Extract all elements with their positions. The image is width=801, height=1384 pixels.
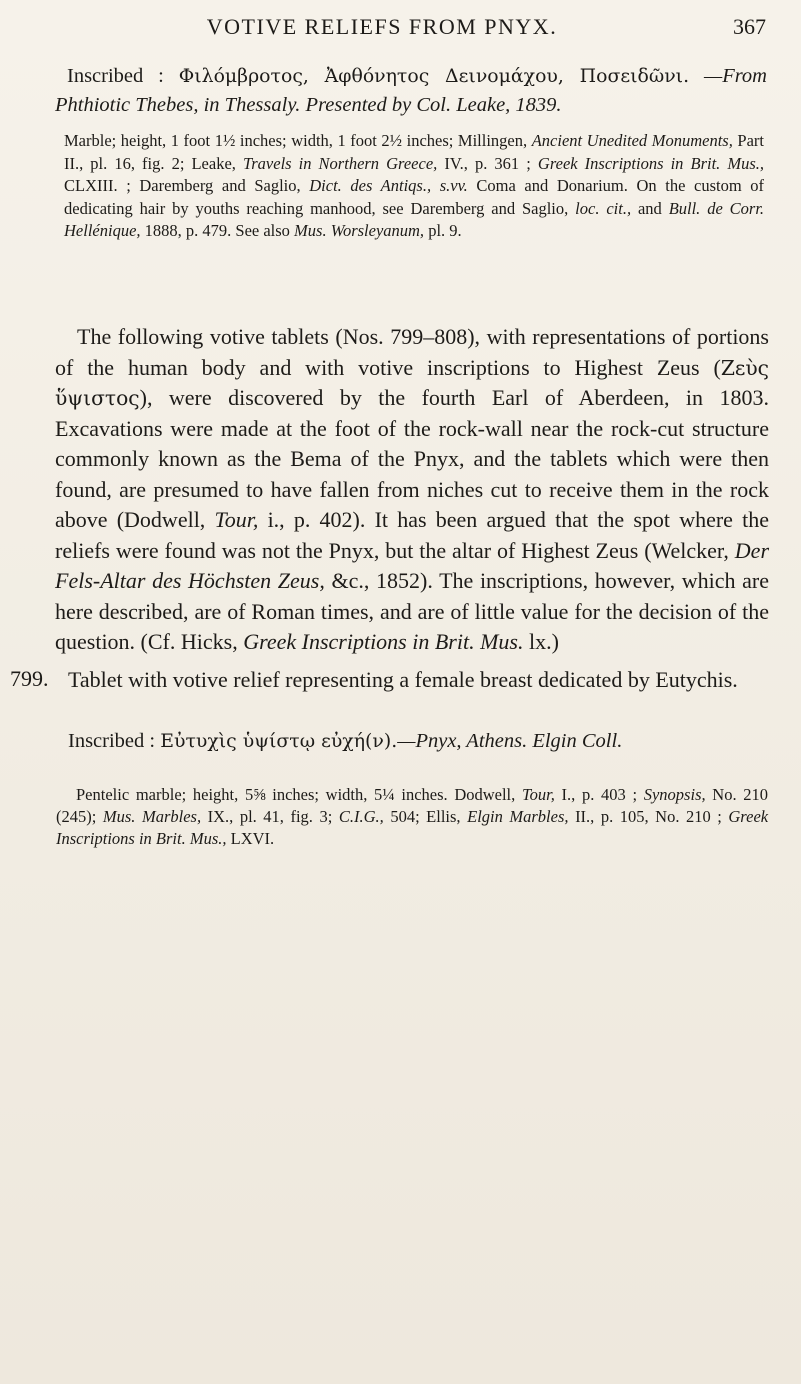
entry-bibliography — [56, 784, 768, 850]
biblio-text: LXVI. — [230, 829, 275, 848]
inscription-source: —Pnyx, Athens. Elgin Coll. — [397, 730, 623, 752]
prev-entry-inscription — [55, 62, 767, 120]
cited-title: Der Fels-Altar des Höchsten Zeus, — [55, 537, 770, 593]
biblio-text: Part II., pl. 16, fig. 2; Leake, — [64, 131, 765, 173]
paragraph-text: lx.) — [528, 629, 559, 654]
biblio-text: pl. 9. — [428, 221, 462, 240]
biblio-title: Ancient Unedited Monuments, — [531, 131, 733, 150]
running-head — [0, 14, 801, 46]
biblio-text: 504; Ellis, — [390, 807, 461, 826]
biblio-text: No. 210 (245); — [56, 785, 769, 826]
biblio-title: Greek Inscriptions in Brit. Mus., — [537, 153, 765, 173]
prev-entry-bibliography — [64, 130, 764, 243]
inscription-source: —From Phthiotic Thebes, in Thessaly. Presented by Col. Leake, 1839. — [55, 65, 767, 116]
inscribed-label: Inscribed : — [67, 65, 164, 87]
cited-title: Tour, — [214, 507, 259, 532]
entry-title: Tablet with votive relief representing a female breast dedicated by Eutychis. — [68, 667, 738, 692]
intro-paragraph — [55, 322, 769, 658]
biblio-text: and — [637, 198, 662, 218]
paragraph-text: ), were discovered by the fourth Earl of Aberdeen, in 1803. Excavations were made at the foot of the rock-wall near the rock-cut structure commonly known as the Bema of the Pnyx, and the tablets which were then found, are presumed to have fallen from niches cut to receive them in the rock above (Dodwell, — [55, 385, 769, 532]
inscribed-label: Inscribed : — [68, 730, 156, 752]
biblio-title: Greek Inscriptions in Brit. Mus., — [56, 807, 769, 848]
paragraph-text: &c., 1852). The inscriptions, however, which are here described, are of Roman times, and are of little value for the decision of the question. (Cf. Hicks, — [55, 568, 770, 654]
running-title: VOTIVE RELIEFS FROM PNYX. — [206, 14, 558, 39]
biblio-title: loc. cit., — [575, 198, 632, 218]
biblio-title: Tour, — [521, 785, 555, 804]
biblio-text: II., p. 105, No. 210 ; — [575, 807, 722, 826]
inscription-greek-text: Εὐτυχὶς ὑψίστῳ εὐχή(ν). — [160, 730, 398, 752]
paragraph-text: i., p. 402). It has been argued that the spot where the reliefs were found was not the Pnyx, but the altar of Highest Zeus (Welcker, — [55, 507, 770, 563]
page-number: 367 — [733, 14, 766, 39]
biblio-text: IV., p. 361 ; — [444, 153, 531, 173]
biblio-text: 1888, p. 479. See also — [144, 221, 290, 240]
biblio-title: Mus. Marbles, — [102, 807, 202, 826]
biblio-title: Travels in Northern Greece, — [242, 153, 438, 173]
biblio-text: IX., pl. 41, fig. 3; — [207, 807, 333, 826]
entry-number: 799. — [10, 666, 49, 691]
biblio-title: C.I.G., — [338, 807, 384, 826]
biblio-title: Dict. des Antiqs., s.vv. — [309, 176, 468, 195]
entry-inscription — [46, 728, 768, 754]
biblio-title: Synopsis, — [643, 785, 706, 804]
paragraph-text: The following votive tablets (Nos. 799–808), with representations of portions of the human body and with votive inscriptions to Highest Zeus ( — [55, 324, 769, 380]
cited-title: Greek Inscriptions in Brit. Mus. — [243, 629, 524, 654]
biblio-title: Elgin Marbles, — [467, 807, 569, 826]
biblio-text: Marble; height, 1 foot 1½ inches; width, 1 foot 2½ inches; Millingen, — [64, 131, 528, 150]
biblio-title: Bull. de Corr. Hellénique, — [64, 198, 765, 240]
biblio-title: Mus. Worsleyanum, — [294, 221, 425, 240]
greek-phrase: Ζεὺς ὕψιστος — [55, 355, 769, 410]
biblio-text: Coma and Donarium. On the custom of dedicating hair by youths reaching manhood, see Daremberg and Saglio, — [64, 176, 765, 218]
biblio-text: CLXIII. ; Daremberg and Saglio, — [64, 176, 301, 195]
biblio-text: I., p. 403 ; — [561, 785, 638, 804]
biblio-text: Pentelic marble; height, 5⅝ inches; width, 5¼ inches. Dodwell, — [76, 785, 516, 804]
inscription-greek-text: Φιλόμβροτος, Ἀφθόνητος Δεινομάχου, Ποσειδῶνι. — [178, 65, 690, 87]
